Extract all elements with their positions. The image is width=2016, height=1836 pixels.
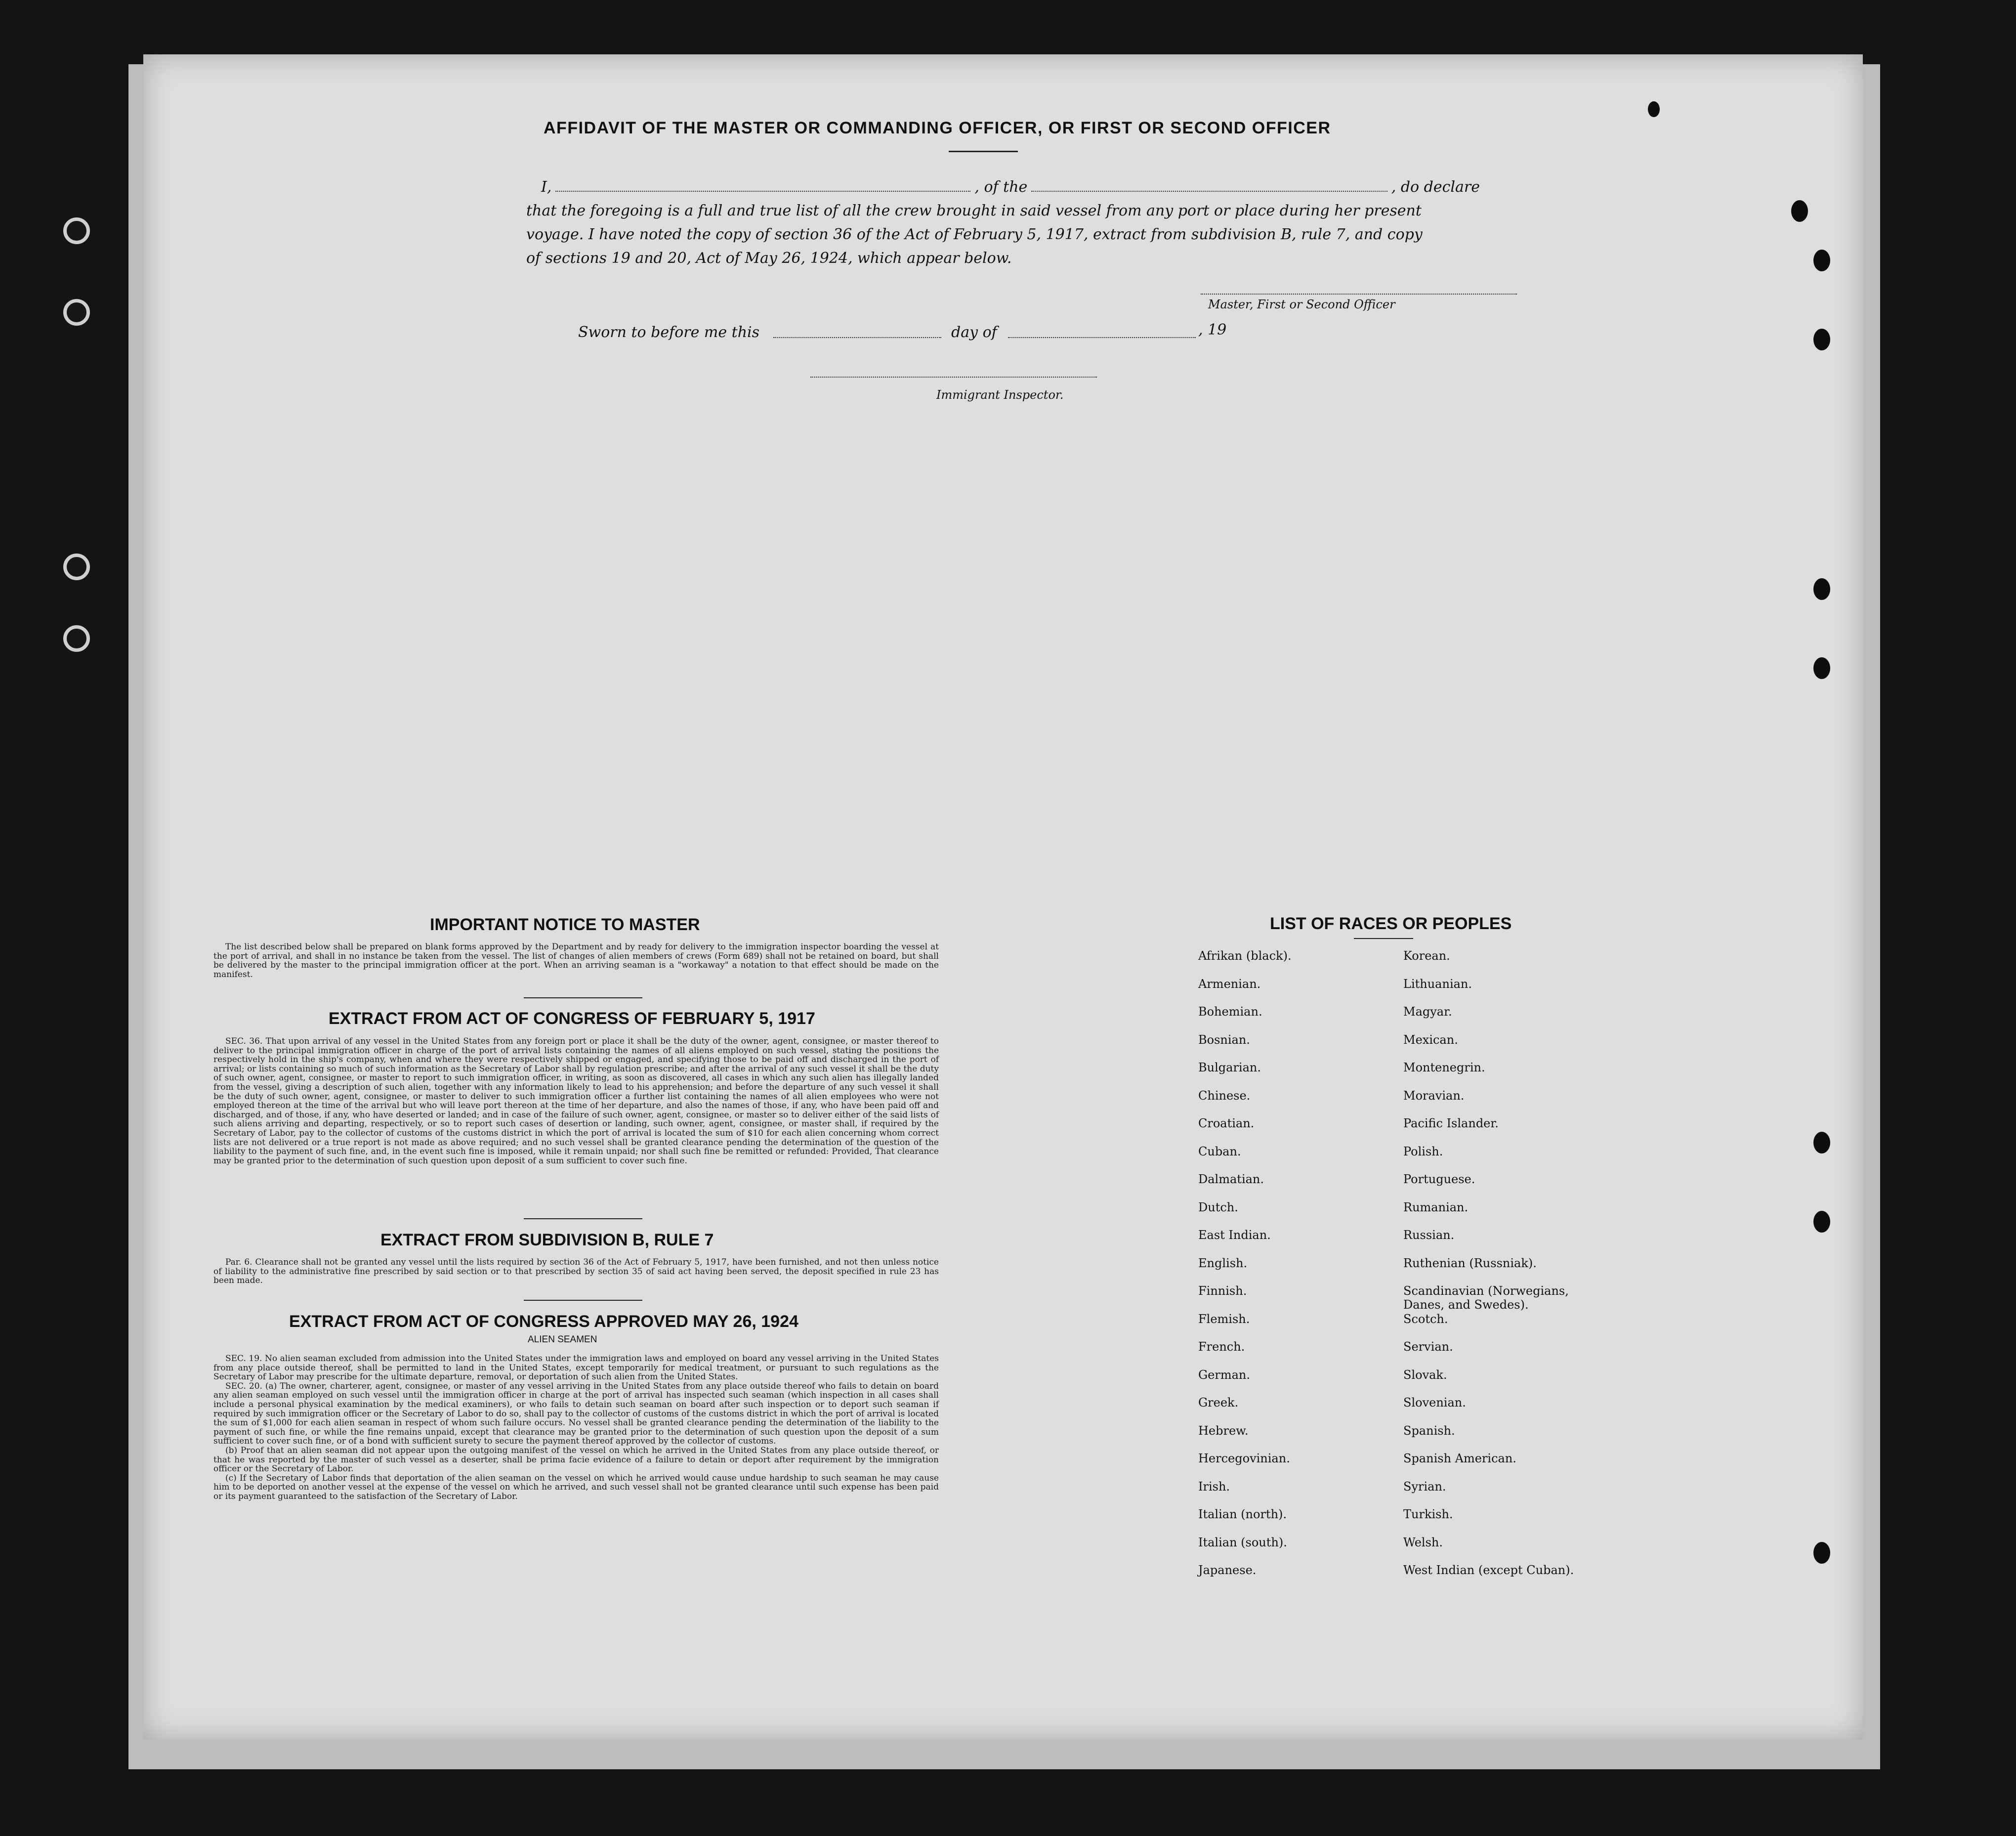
race-item: Magyar. bbox=[1403, 1005, 1452, 1019]
sec20b-text: (b) Proof that an alien seaman did not appear upon the outgoing manifest of the vessel on which he arrived in the United States from any place outside thereof, or that he was reported by the master of such vessel as a deserter, shall be prima facie evidence of a failure to detain or deport after requirement by the immigration officer or the Secretary of Labor. bbox=[213, 1445, 939, 1474]
affidavit-line2: that the foregoing is a full and true list of all the crew brought in said vessel from any port or place during her present bbox=[526, 202, 1422, 219]
affidavit-declare: , do declare bbox=[1391, 178, 1480, 196]
affidavit-line4: of sections 19 and 20, Act of May 26, 1924, which appear below. bbox=[526, 250, 1012, 267]
sworn-text: Sworn to before me this bbox=[578, 324, 760, 341]
race-item: Croatian. bbox=[1198, 1116, 1255, 1130]
inspector-label: Immigrant Inspector. bbox=[936, 388, 1064, 402]
race-item: Dalmatian. bbox=[1198, 1172, 1264, 1186]
section-divider bbox=[524, 1300, 642, 1301]
race-item: Lithuanian. bbox=[1403, 977, 1472, 991]
alien-seamen-subheading: ALIEN SEAMEN bbox=[528, 1334, 597, 1345]
notice-body bbox=[213, 942, 939, 979]
races-column-1 bbox=[1198, 949, 1292, 1591]
race-item: Bosnian. bbox=[1198, 1032, 1250, 1047]
sworn-month-field[interactable] bbox=[1008, 336, 1196, 338]
race-item: Servian. bbox=[1403, 1340, 1453, 1354]
notice-heading: IMPORTANT NOTICE TO MASTER bbox=[430, 915, 700, 934]
race-item: Welsh. bbox=[1403, 1535, 1443, 1549]
officer-signature-field[interactable] bbox=[1201, 293, 1517, 295]
race-item: Japanese. bbox=[1198, 1563, 1257, 1577]
races-heading: LIST OF RACES OR PEOPLES bbox=[1270, 914, 1512, 933]
subdivision-b-body bbox=[213, 1258, 939, 1285]
extract-1924-heading: EXTRACT FROM ACT OF CONGRESS APPROVED MAY 26, 1924 bbox=[289, 1312, 798, 1331]
race-item: Dutch. bbox=[1198, 1200, 1238, 1214]
affidavit-i: I, bbox=[541, 178, 552, 196]
race-item: Montenegrin. bbox=[1403, 1061, 1485, 1074]
binder-ring bbox=[63, 299, 90, 326]
punch-hole bbox=[1791, 200, 1808, 222]
race-item: Afrikan (black). bbox=[1198, 949, 1292, 963]
race-item: Moravian. bbox=[1403, 1088, 1465, 1103]
race-item: Italian (south). bbox=[1198, 1535, 1287, 1549]
race-item: English. bbox=[1198, 1256, 1248, 1270]
races-heading-rule bbox=[1354, 938, 1413, 939]
sec20c-text: (c) If the Secretary of Labor finds that deportation of the alien seaman on the vessel on which he arrived would cause undue hardship to such seaman he may cause him to be deported on another vessel at the expense of the vessel on which he arrived, and such vessel shall not be granted clearance until such expense has been paid or its payment guaranteed to the satisfaction of the Secretary of Labor. bbox=[213, 1473, 939, 1501]
race-item: Italian (north). bbox=[1198, 1507, 1287, 1521]
race-item: Flemish. bbox=[1198, 1312, 1250, 1326]
affidavit-declaration bbox=[526, 175, 1480, 270]
section-divider bbox=[524, 1218, 642, 1219]
section-divider bbox=[524, 997, 642, 998]
race-item: Portuguese. bbox=[1403, 1172, 1475, 1186]
race-item: Spanish American. bbox=[1403, 1452, 1516, 1465]
race-item: East Indian. bbox=[1198, 1228, 1271, 1242]
race-item: Rumanian. bbox=[1403, 1200, 1469, 1214]
punch-hole bbox=[1813, 250, 1830, 271]
race-item: Scotch. bbox=[1403, 1312, 1448, 1326]
race-item: Chinese. bbox=[1198, 1088, 1251, 1103]
title-rule bbox=[949, 151, 1018, 152]
race-item: Mexican. bbox=[1403, 1032, 1458, 1047]
officer-name-field[interactable] bbox=[555, 180, 970, 192]
extract-1917-heading: EXTRACT FROM ACT OF CONGRESS OF FEBRUARY 5, 1917 bbox=[329, 1009, 815, 1028]
race-item: Ruthenian (Russniak). bbox=[1403, 1256, 1537, 1270]
race-item: Pacific Islander. bbox=[1403, 1116, 1499, 1130]
extract-1924-body bbox=[213, 1354, 939, 1501]
race-item: Bulgarian. bbox=[1198, 1061, 1261, 1074]
race-item: Finnish. bbox=[1198, 1284, 1247, 1298]
race-item: Cuban. bbox=[1198, 1144, 1241, 1158]
races-column-2 bbox=[1403, 949, 1591, 1591]
race-item: Syrian. bbox=[1403, 1479, 1446, 1494]
extract-1917-body bbox=[213, 1037, 939, 1165]
punch-hole bbox=[1813, 1211, 1830, 1233]
punch-hole bbox=[1813, 329, 1830, 350]
race-item: Korean. bbox=[1403, 949, 1450, 963]
race-item: Polish. bbox=[1403, 1144, 1443, 1158]
race-item: Hercegovinian. bbox=[1198, 1452, 1290, 1465]
race-item: Turkish. bbox=[1403, 1507, 1453, 1521]
affidavit-of-the: , of the bbox=[974, 178, 1028, 196]
par6-text: Par. 6. Clearance shall not be granted any vessel until the lists required by section 36 of the Act of February 5, 1917, have been furnished, and not then unless notice of liability to the administrative fine prescribed by said section or to that prescribed by section 35 of said act having been served, the deposit specified in rule 23 has been made. bbox=[213, 1257, 939, 1286]
race-item: Armenian. bbox=[1198, 977, 1261, 991]
race-item: Bohemian. bbox=[1198, 1005, 1262, 1019]
subdivision-b-heading: EXTRACT FROM SUBDIVISION B, RULE 7 bbox=[380, 1231, 714, 1249]
affidavit-title: AFFIDAVIT OF THE MASTER OR COMMANDING OFFICER, OR FIRST OR SECOND OFFICER bbox=[544, 119, 1331, 137]
race-item: Scandinavian (Norwegians, Danes, and Swedes). bbox=[1403, 1284, 1569, 1312]
punch-hole bbox=[1648, 101, 1660, 117]
notice-text: The list described below shall be prepared on blank forms approved by the Department and by ready for delivery to the immigration inspector boarding the vessel at the port of arrival, and shall in no instance be taken from the vessel. The list of changes of alien members of crews (Form 689) shall not be retained on board, but shall be delivered by the master to the principal immigration officer at the port. When an arriving seaman is a "workaway" a notation to that effect should be made on the manifest. bbox=[213, 942, 939, 980]
race-item: Spanish. bbox=[1403, 1423, 1455, 1438]
race-item: Slovenian. bbox=[1403, 1396, 1466, 1409]
sworn-day-field[interactable] bbox=[773, 336, 941, 338]
race-item: Slovak. bbox=[1403, 1367, 1447, 1382]
signature-label: Master, First or Second Officer bbox=[1208, 298, 1395, 311]
sec19-text: SEC. 19. No alien seaman excluded from admission into the United States under the immigration laws and employed on board any vessel arriving in the United States from any place outside thereof, shall be permitted to land in the United States, except temporarily for medical treatment, or pursuant to such regulations as the Secretary of Labor may prescribe for the ultimate departure, removal, or deportation of such alien from the United States. bbox=[213, 1354, 939, 1382]
sec36-text: SEC. 36. That upon arrival of any vessel in the United States from any foreign port or place it shall be the duty of the owner, agent, consignee, or master thereof to deliver to the principal immigration officer in charge of the port of arrival lists containing the names of all aliens employed on such vessel, stating the positions the respectively hold in the ship's company, when and where they were respectively shipped or engaged, and specifying those to be paid off and discharged in the port of arrival; or lists containing so much of such information as the Secretary of Labor shall by regulation prescribe; and after the arrival of any such vessel it shall be the duty of such owner, agent, consignee, or master to report to such immigration officer, in writing, as soon as discovered, all cases in which any such alien has illegally landed from the vessel, giving a description of such alien, together with any information likely to lead to his apprehension; and before the departure of any such vessel it shall be the duty of such owner, agent, consignee, or master to deliver to such immigration officer a further list containing the names of all alien employees who were not employed thereon at the time of the arrival but who will leave port thereon at the time of her departure, and also the names of those, if any, who have been paid off and discharged, and of those, if any, who have deserted or landed; and in case of the failure of such owner, agent, consignee, or master so to deliver either of the said lists of such aliens arriving and departing, respectively, or so to report such cases of desertion or landing, such owner, agent, consignee, or master shall, if required by the Secretary of Labor, pay to the collector of customs of the customs district in which the port of arrival is located the sum of $10 for each alien concerning whom correct lists are not delivered or a true report is not made as above required; and no such vessel shall be granted clearance pending the determination of the question of the liability to the payment of such fine, and, in the event such fine is imposed, while it remain unpaid; nor shall such fine be remitted or refunded: Provided, That clearance may be granted prior to the determination of such question upon deposit of a sum sufficient to cover such fine. bbox=[213, 1036, 939, 1166]
race-item: Irish. bbox=[1198, 1479, 1230, 1494]
race-item: French. bbox=[1198, 1340, 1245, 1354]
race-item: Greek. bbox=[1198, 1396, 1239, 1409]
inspector-signature-field[interactable] bbox=[810, 376, 1097, 378]
binder-ring bbox=[63, 554, 90, 580]
sec20a-text: SEC. 20. (a) The owner, charterer, agent, consignee, or master of any vessel arriving in the United States from any place outside thereof who fails to detain on board any alien seaman employed on such vessel until the immigration officer in charge at the port of arrival has inspected such seaman (which inspection in all cases shall include a personal physical examination by the medical examiners), or who fails to detain such seaman on board after such inspection or to deport such seaman if required by such immigration officer or the Secretary of Labor to do so, shall pay to the collector of customs of the customs district in which the port of arrival is located the sum of $1,000 for each alien seaman in respect of whom such failure occurs. No vessel shall be granted clearance pending the determination of the liability to the payment of such fine, or while the fine remains unpaid, except that clearance may be granted prior to the determination of such question upon the deposit of a sum sufficient to cover such fine, or of a bond with sufficient surety to secure the payment thereof approved by the collector of customs. bbox=[213, 1381, 939, 1447]
punch-hole bbox=[1813, 657, 1830, 679]
binder-ring bbox=[63, 625, 90, 652]
punch-hole bbox=[1813, 1132, 1830, 1153]
race-item: Russian. bbox=[1403, 1228, 1455, 1242]
race-item: Hebrew. bbox=[1198, 1423, 1249, 1438]
race-item: West Indian (except Cuban). bbox=[1403, 1563, 1574, 1577]
punch-hole bbox=[1813, 1542, 1830, 1564]
binder-ring bbox=[63, 217, 90, 244]
race-item: German. bbox=[1198, 1367, 1250, 1382]
punch-hole bbox=[1813, 578, 1830, 600]
year-prefix: , 19 bbox=[1198, 321, 1227, 339]
affidavit-line3: voyage. I have noted the copy of section 36 of the Act of February 5, 1917, extract from subdivision B, rule 7, and copy bbox=[526, 226, 1423, 243]
vessel-name-field[interactable] bbox=[1031, 180, 1387, 192]
day-of-text: day of bbox=[951, 324, 997, 341]
